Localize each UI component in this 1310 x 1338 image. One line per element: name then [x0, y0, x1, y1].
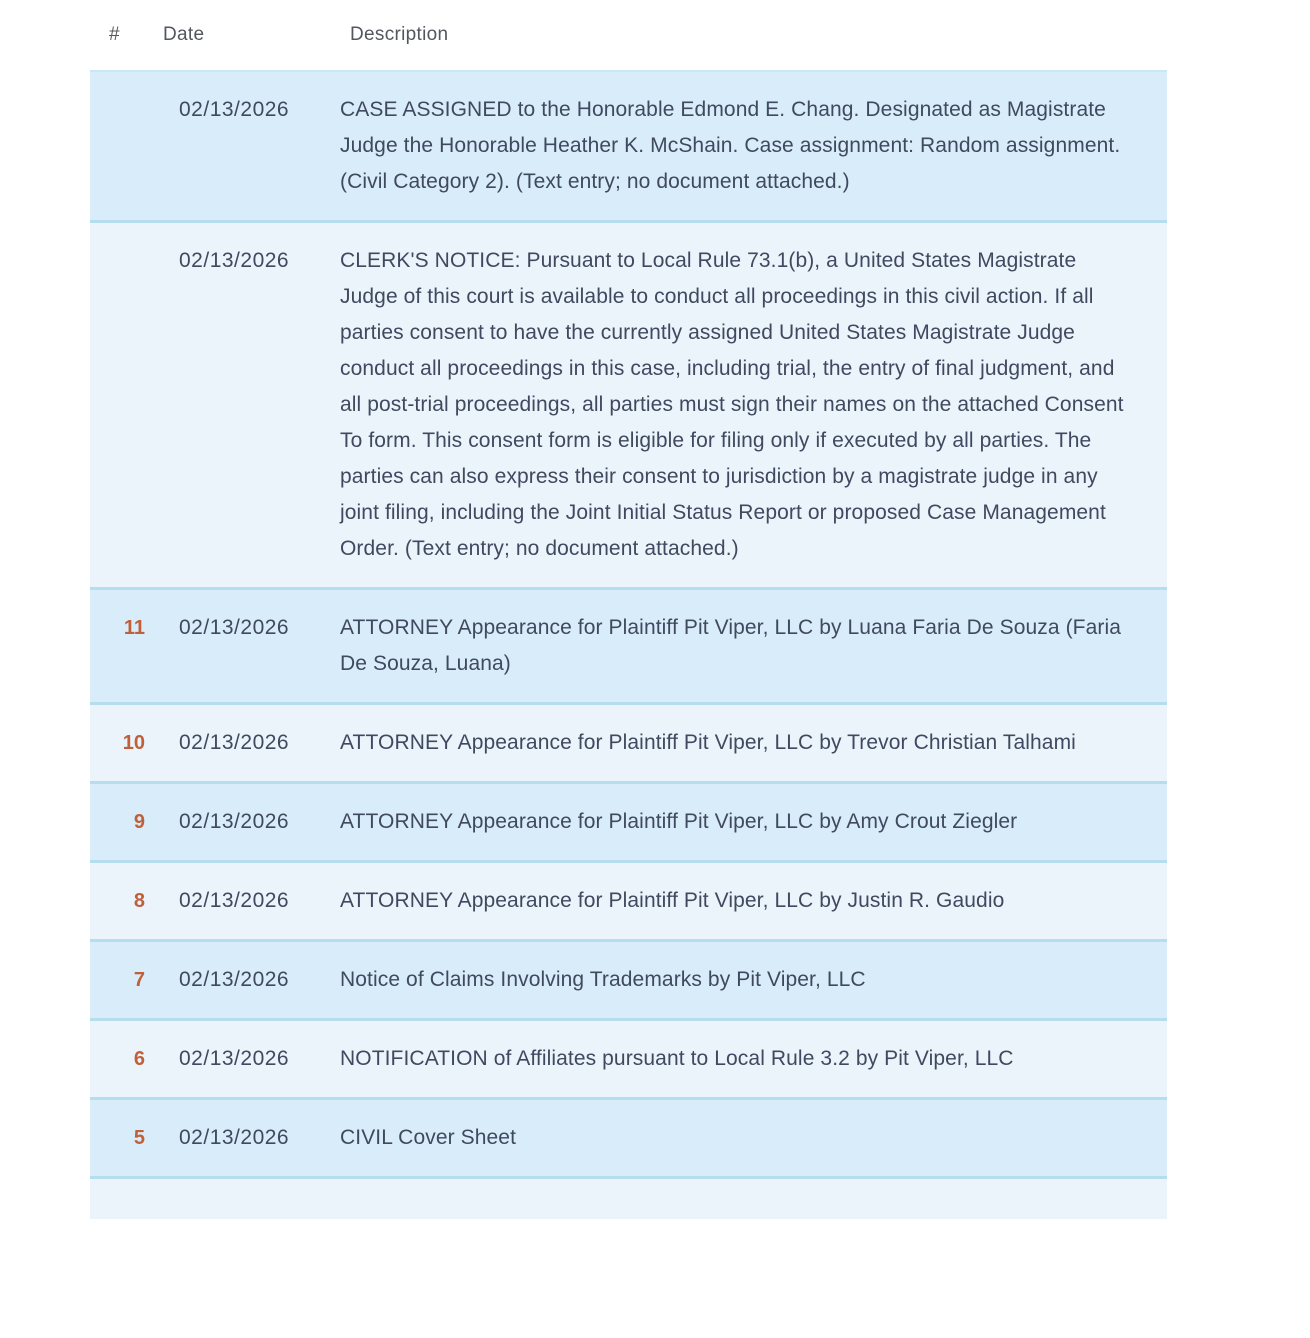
docket-row [90, 1100, 1167, 1179]
docket-date: 02/13/2026 [179, 249, 290, 272]
docket-date: 02/13/2026 [179, 1126, 290, 1149]
doc-number [90, 92, 162, 200]
docket-description: CASE ASSIGNED to the Honorable Edmond E. Chang. Designated as Magistrate Judge the Honorable Heather K. McShain. Case assignment: Random assignment. (Civil Category 2). (Text entry; no document attached.) [340, 98, 1121, 193]
docket-description: NOTIFICATION of Affiliates pursuant to Local Rule 3.2 by Pit Viper, LLC [340, 1047, 1014, 1070]
docket-table [90, 0, 1167, 1219]
column-header-description: Description [350, 24, 449, 45]
doc-number-link[interactable]: 11 [123, 617, 145, 639]
docket-description: ATTORNEY Appearance for Plaintiff Pit Viper, LLC by Justin R. Gaudio [340, 889, 1005, 912]
docket-date: 02/13/2026 [179, 98, 290, 121]
doc-number-link[interactable]: 10 [122, 732, 145, 754]
docket-description: CIVIL Cover Sheet [340, 1126, 517, 1149]
doc-number [90, 243, 162, 567]
docket-row [90, 863, 1167, 942]
docket-description: Notice of Claims Involving Trademarks by Pit Viper, LLC [340, 968, 866, 991]
docket-row [90, 942, 1167, 1021]
docket-date: 02/13/2026 [179, 889, 290, 912]
docket-date: 02/13/2026 [179, 810, 290, 833]
doc-number-link[interactable]: 8 [133, 890, 145, 912]
docket-date: 02/13/2026 [179, 968, 290, 991]
table-header [90, 0, 1167, 70]
docket-row [90, 223, 1167, 590]
docket-date: 02/13/2026 [179, 1047, 290, 1070]
doc-number-link[interactable]: 6 [133, 1048, 145, 1070]
docket-row [90, 1021, 1167, 1100]
docket-row [90, 705, 1167, 784]
docket-row-partial [90, 1179, 1167, 1219]
doc-number-link[interactable]: 7 [133, 969, 145, 991]
docket-description: ATTORNEY Appearance for Plaintiff Pit Viper, LLC by Luana Faria De Souza (Faria De Souza, Luana) [340, 616, 1122, 675]
doc-number-link[interactable]: 9 [133, 811, 145, 833]
doc-number-link[interactable]: 5 [133, 1127, 145, 1149]
column-header-number: # [109, 24, 120, 45]
docket-row [90, 784, 1167, 863]
docket-description: CLERK'S NOTICE: Pursuant to Local Rule 73.1(b), a United States Magistrate Judge of this court is available to conduct all proceedings in this civil action. If all parties consent to have the currently assigned United States Magistrate Judge conduct all proceedings in this case, including trial, the entry of final judgment, and all post-trial proceedings, all parties must sign their names on the attached Consent To form. This consent form is eligible for filing only if executed by all parties. The parties can also express their consent to jurisdiction by a magistrate judge in any joint filing, including the Joint Initial Status Report or proposed Case Management Order. (Text entry; no document attached.) [340, 249, 1124, 560]
docket-row [90, 590, 1167, 705]
docket-row [90, 70, 1167, 223]
docket-description: ATTORNEY Appearance for Plaintiff Pit Viper, LLC by Amy Crout Ziegler [340, 810, 1018, 833]
column-header-date: Date [163, 24, 205, 45]
docket-date: 02/13/2026 [179, 731, 290, 754]
docket-description: ATTORNEY Appearance for Plaintiff Pit Viper, LLC by Trevor Christian Talhami [340, 731, 1076, 754]
docket-date: 02/13/2026 [179, 616, 290, 639]
